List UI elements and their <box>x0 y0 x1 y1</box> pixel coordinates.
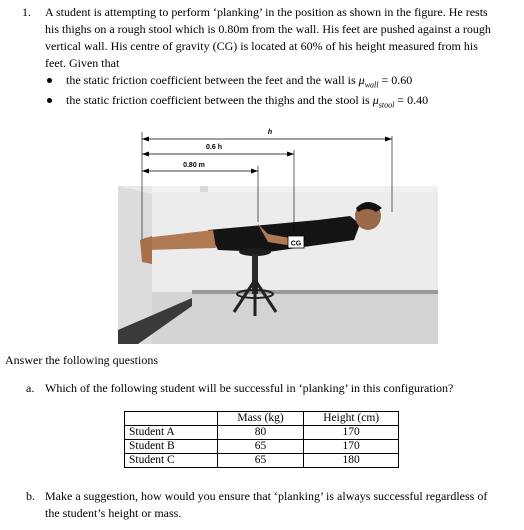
part-b-letter: b. <box>26 489 35 503</box>
table-cell: 170 <box>304 440 399 454</box>
feet <box>140 236 152 264</box>
table-cell: Student B <box>125 440 218 454</box>
table-cell: 170 <box>304 426 399 440</box>
table-header-cell <box>125 412 218 426</box>
cg-label: CG <box>290 240 302 248</box>
table-cell: Student C <box>125 454 218 468</box>
bullet-wall: the static friction coefficient between the feet and the wall is $\mu_{wall} = 0.60$ <box>66 73 413 90</box>
table-cell: 65 <box>217 440 304 454</box>
table-cell: 180 <box>304 454 399 468</box>
table-cell: Student A <box>125 426 218 440</box>
table-row <box>125 454 399 468</box>
table-header-row <box>125 412 399 426</box>
part-a-text: Which of the following student will be successful in ‘planking’ in this configuration? <box>45 381 454 395</box>
bullet-icon <box>47 78 52 83</box>
table-header-cell: Mass (kg) <box>217 412 304 426</box>
question-line-3: vertical wall. His centre of gravity (CG) is located at 60% of his height measured from his <box>45 39 478 53</box>
arrow-icon <box>142 137 149 142</box>
arrow-icon <box>385 137 392 142</box>
question-line-4: feet. Given that <box>45 56 120 70</box>
student-table <box>124 411 399 468</box>
floor <box>152 292 438 344</box>
arrow-icon <box>142 152 149 157</box>
dimension-label-06h: 0.6 h <box>206 144 222 151</box>
part-a-letter: a. <box>26 381 35 395</box>
skirting-back <box>192 290 438 294</box>
answer-intro: Answer the following questions <box>5 353 158 367</box>
table-row <box>125 426 399 440</box>
part-b-line-2: the student’s height or mass. <box>45 506 182 520</box>
question-line-2: his thighs on a rough stool which is 0.80m from the wall. His feet are pushed against a rough <box>45 22 491 36</box>
arrow-icon <box>287 152 294 157</box>
question-line-1: A student is attempting to perform ‘planking’ in the position as shown in the figure. He rests <box>45 5 488 19</box>
table-row <box>125 440 399 454</box>
table-cell: 80 <box>217 426 304 440</box>
bullet-stool: the static friction coefficient between the thighs and the stool is $\mu_{stool} = 0.40$ <box>66 93 429 110</box>
arrow-icon <box>251 169 258 174</box>
dimension-label-h: h <box>267 129 273 136</box>
part-b-line-1: Make a suggestion, how would you ensure that ‘planking’ is always successful regardless of <box>45 489 488 503</box>
dimension-label-080m: 0.80 m <box>183 162 205 169</box>
planking-figure <box>118 122 438 344</box>
question-number: 1. <box>22 5 31 19</box>
table-cell: 65 <box>217 454 304 468</box>
table-header-cell: Height (cm) <box>304 412 399 426</box>
arrow-icon <box>142 169 149 174</box>
bullet-icon <box>47 98 52 103</box>
